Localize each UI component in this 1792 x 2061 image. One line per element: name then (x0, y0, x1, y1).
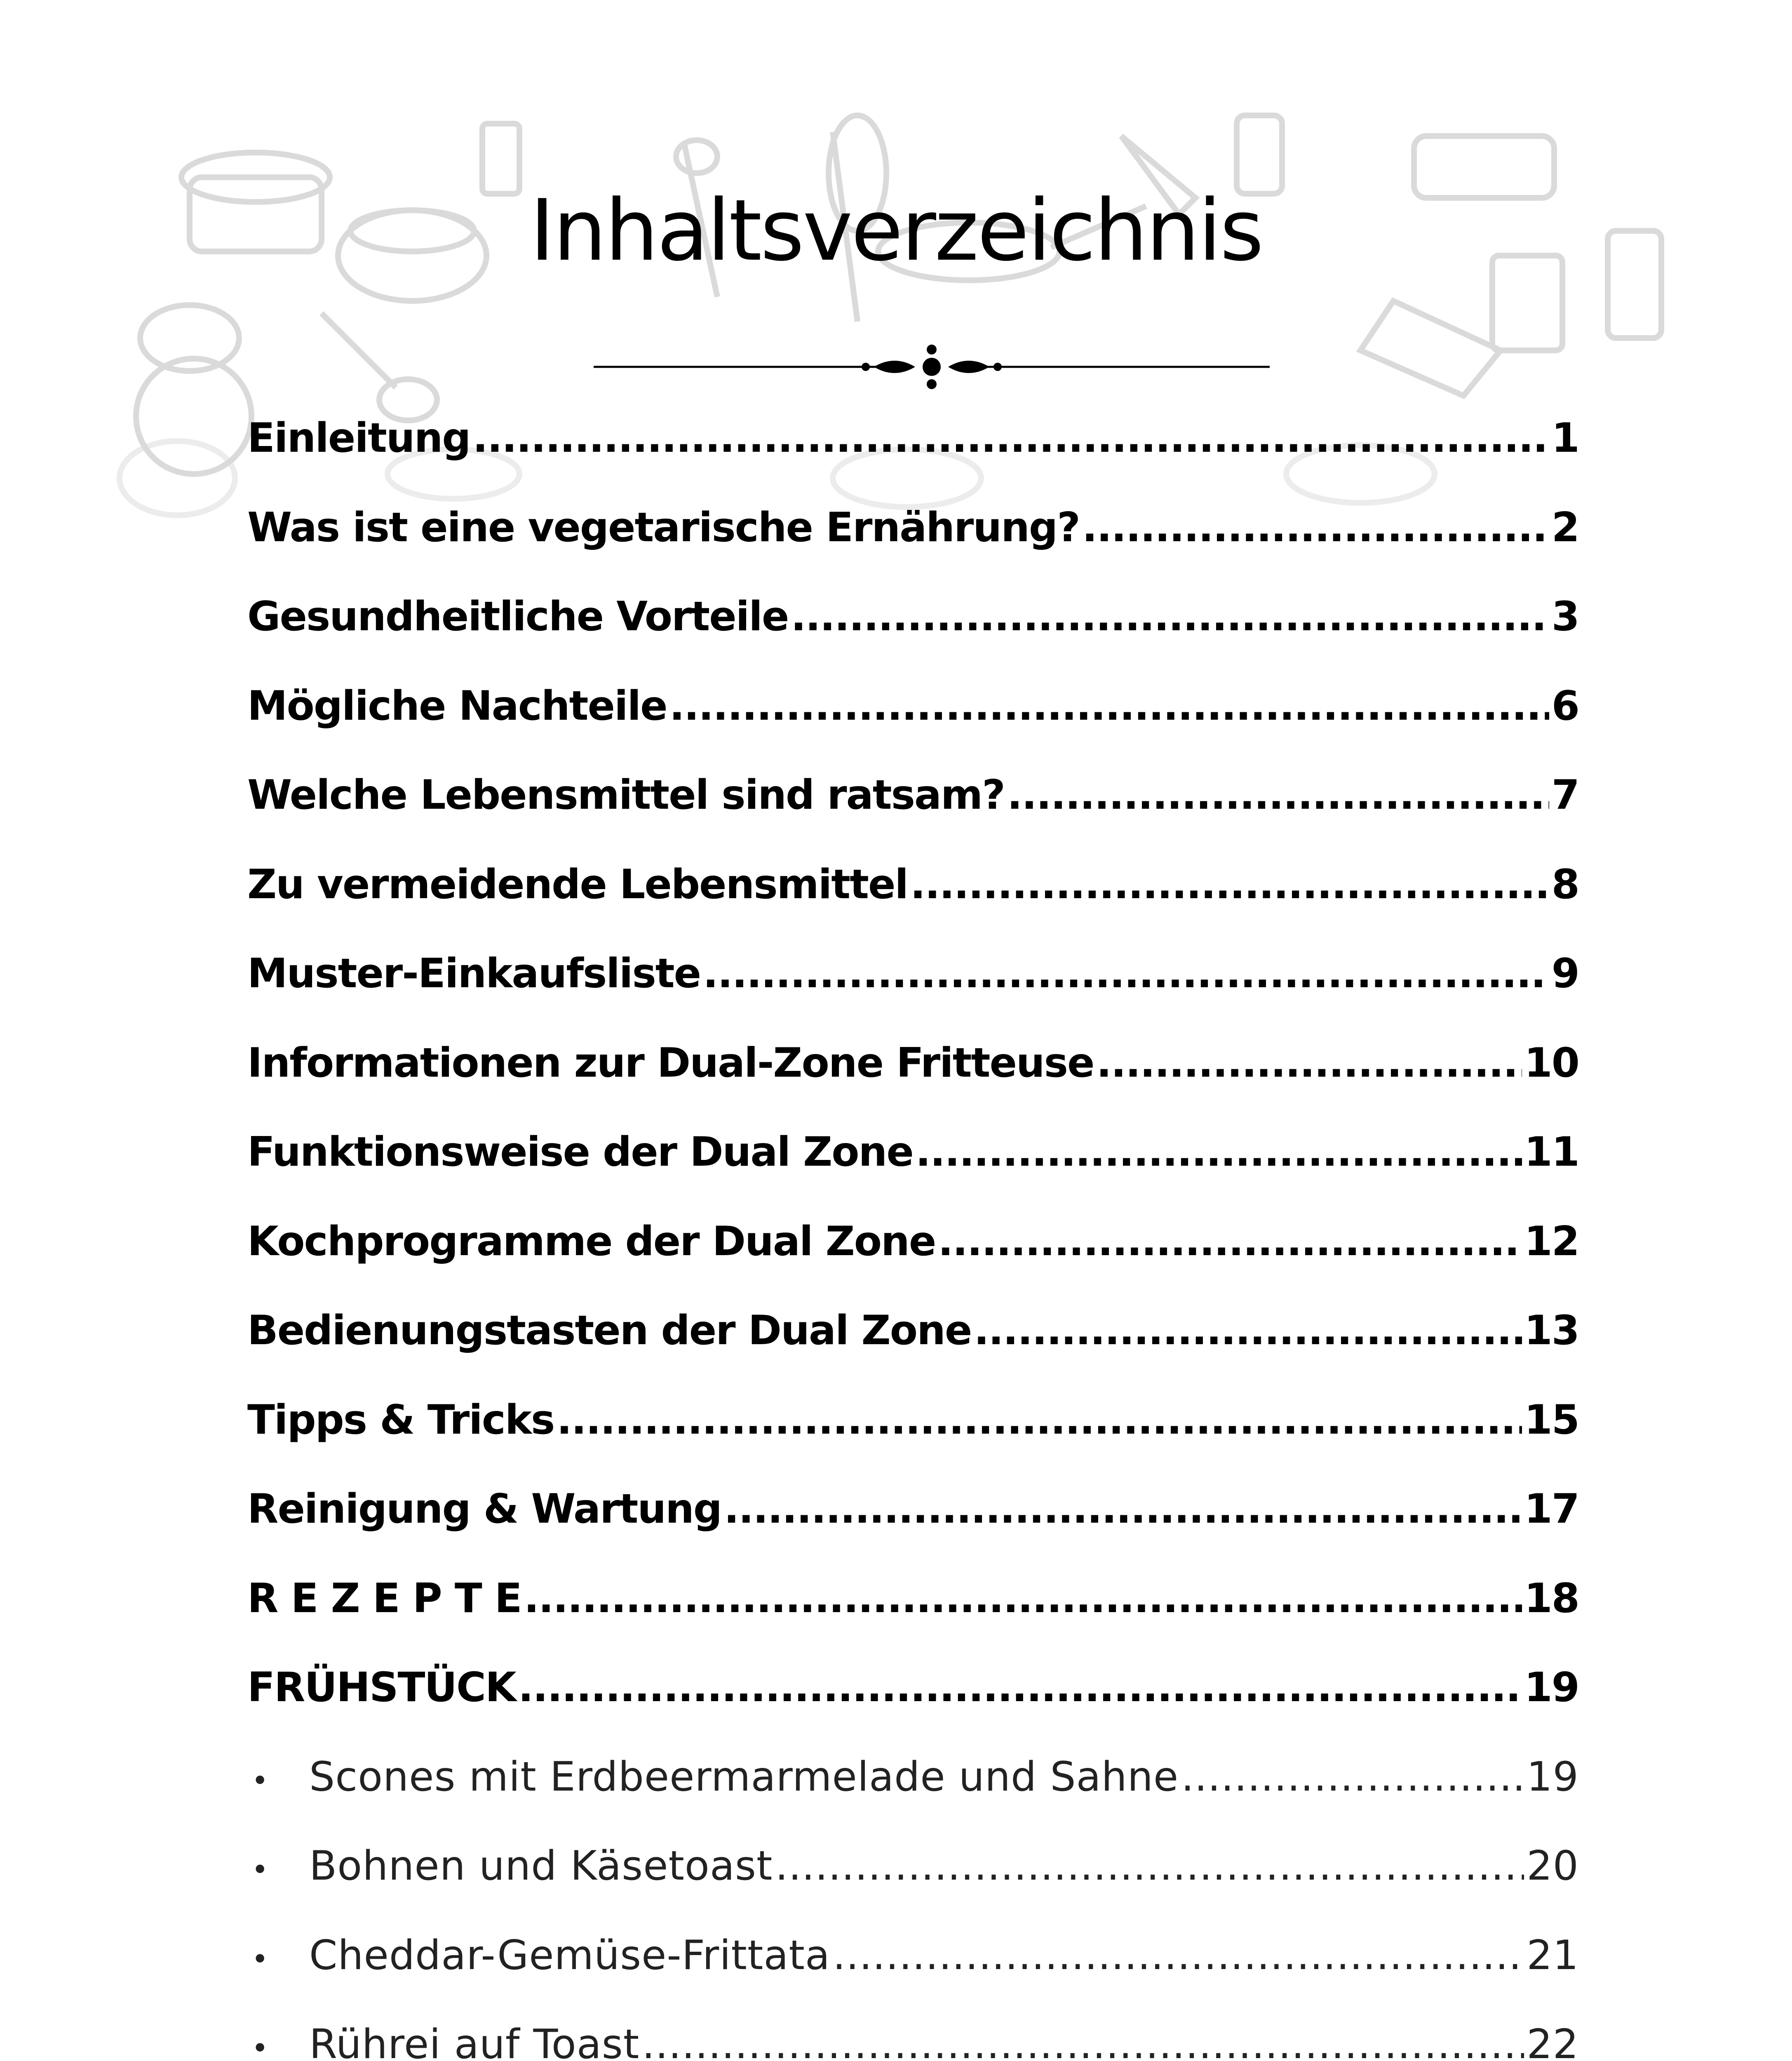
dot-leader (524, 1554, 1522, 1643)
toc-recipe-page: 19 (1527, 1753, 1579, 1800)
toc-entry-page: 6 (1551, 682, 1579, 730)
toc-entry[interactable] (247, 1286, 1579, 1376)
dot-leader (518, 1643, 1522, 1732)
dot-leader (1082, 483, 1549, 573)
dot-leader (938, 1197, 1522, 1286)
toc-recipe-entry[interactable] (247, 1732, 1579, 1822)
toc-entry-label: Gesundheitliche Vorteile (247, 593, 789, 640)
dot-leader (910, 840, 1549, 930)
toc-entry-label: Einleitung (247, 415, 470, 462)
toc-recipe-entry[interactable] (247, 2000, 1579, 2061)
toc-entry[interactable] (247, 1554, 1579, 1643)
toc-entry-label: Kochprogramme der Dual Zone (247, 1218, 936, 1265)
toc-entry-page: 13 (1524, 1307, 1579, 1354)
toc-entry-label: FRÜHSTÜCK (247, 1664, 516, 1711)
toc-entry-label: Muster-Einkaufsliste (247, 950, 701, 997)
toc-recipe-label: Bohnen und Käsetoast (309, 1843, 773, 1890)
toc-entry[interactable] (247, 751, 1579, 840)
toc-entry-label: Informationen zur Dual-Zone Fritteuse (247, 1039, 1094, 1087)
spoon-doodle (676, 140, 717, 173)
dot-leader (703, 929, 1549, 1019)
dot-leader (916, 1108, 1522, 1197)
toc-recipe-label: Cheddar-Gemüse-Frittata (309, 1932, 830, 1979)
toc-entry-label: Mögliche Nachteile (247, 682, 667, 730)
table-of-contents (247, 394, 1579, 2061)
toc-entry[interactable] (247, 1019, 1579, 1108)
toc-entry[interactable] (247, 1376, 1579, 1465)
title-divider-ornament (585, 342, 1278, 392)
dot-leader (557, 1376, 1522, 1465)
toc-entry[interactable] (247, 572, 1579, 662)
toc-recipe-page: 21 (1527, 1932, 1579, 1979)
toc-entry-page: 2 (1551, 504, 1579, 551)
bullet-icon: • (251, 1853, 269, 1887)
toc-entry[interactable] (247, 662, 1579, 751)
dot-leader (473, 394, 1549, 483)
toc-entry-page: 11 (1524, 1129, 1579, 1176)
bullet-icon: • (251, 1942, 269, 1976)
dot-leader (1007, 751, 1549, 840)
toc-entry-label: Funktionsweise der Dual Zone (247, 1129, 913, 1176)
toc-entry-page: 17 (1524, 1486, 1579, 1533)
toc-entry[interactable] (247, 929, 1579, 1019)
toc-entry-page: 15 (1524, 1396, 1579, 1444)
toc-entry-page: 18 (1524, 1575, 1579, 1622)
dot-leader (669, 662, 1549, 751)
toc-entry-page: 19 (1524, 1664, 1579, 1711)
toc-entry-label: R E Z E P T E (247, 1575, 521, 1622)
toc-recipe-label: Scones mit Erdbeermarmelade und Sahne (309, 1753, 1179, 1800)
toc-entry[interactable] (247, 483, 1579, 573)
toc-entry-page: 7 (1551, 772, 1579, 819)
toc-entry[interactable] (247, 840, 1579, 930)
toc-recipe-page: 20 (1527, 1843, 1579, 1890)
toc-recipe-entry[interactable] (247, 1822, 1579, 1911)
dot-leader (791, 572, 1549, 662)
toc-entry-label: Tipps & Tricks (247, 1396, 554, 1444)
dot-leader (1181, 1732, 1524, 1822)
toc-entry-page: 9 (1551, 950, 1579, 997)
toc-recipe-page: 22 (1527, 2021, 1579, 2061)
dot-leader (724, 1465, 1522, 1554)
toc-entry-page: 12 (1524, 1218, 1579, 1265)
toc-entry[interactable] (247, 1643, 1579, 1732)
toc-entry-page: 10 (1524, 1039, 1579, 1087)
toc-entry[interactable] (247, 1108, 1579, 1197)
bullet-icon: • (251, 2031, 269, 2061)
toc-entry-label: Bedienungstasten der Dual Zone (247, 1307, 972, 1354)
toc-entry-label: Reinigung & Wartung (247, 1486, 722, 1533)
dot-leader (974, 1286, 1522, 1376)
dot-leader (833, 1911, 1524, 2000)
page-title: Inhaltsverzeichnis (530, 182, 1262, 280)
toc-recipe-entry[interactable] (247, 1911, 1579, 2000)
dot-leader (775, 1822, 1524, 1911)
bullet-icon: • (251, 1763, 269, 1798)
toc-entry[interactable] (247, 1465, 1579, 1554)
dot-leader (1096, 1019, 1522, 1108)
toc-entry[interactable] (247, 394, 1579, 483)
toc-entry-page: 3 (1551, 593, 1579, 640)
dot-leader (642, 2000, 1524, 2061)
toc-entry-label: Zu vermeidende Lebensmittel (247, 861, 908, 908)
towel-doodle (1360, 301, 1501, 396)
toc-entry[interactable] (247, 1197, 1579, 1286)
toc-entry-page: 1 (1551, 415, 1579, 462)
toc-recipe-label: Rührei auf Toast (309, 2021, 640, 2061)
toc-entry-label: Was ist eine vegetarische Ernährung? (247, 504, 1080, 551)
toc-entry-label: Welche Lebensmittel sind ratsam? (247, 772, 1005, 819)
toc-entry-page: 8 (1551, 861, 1579, 908)
